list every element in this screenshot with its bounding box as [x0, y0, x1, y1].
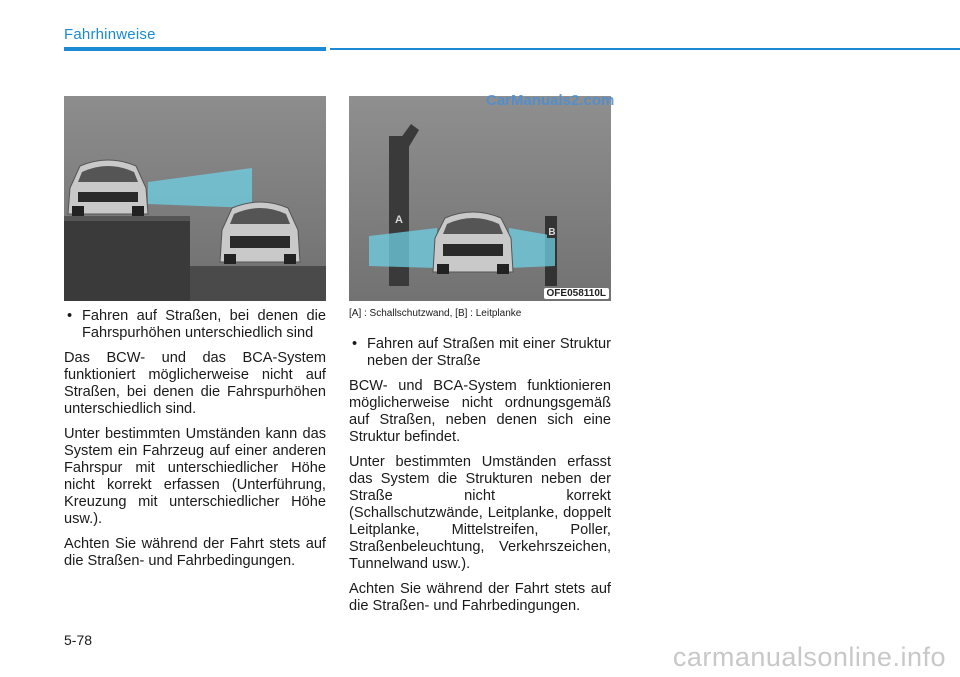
- roadside-structure-diagram: [349, 96, 611, 301]
- illustration-roadside-structure: [349, 96, 611, 301]
- lower-car-icon: [220, 202, 300, 264]
- paragraph: Das BCW- und das BCA-System funktioniert möglicherweise nicht auf Straßen, bei denen die Fahrspurhöhen unterschiedlich sind.: [64, 350, 326, 417]
- text-column-right: [349, 308, 611, 623]
- car-icon: [433, 212, 513, 274]
- paragraph: BCW- und BCA-System funktionieren möglicherweise nicht ordnungsgemäß auf Straßen, neben denen sich eine Struktur befindet.: [349, 378, 611, 445]
- paragraph: Unter bestimmten Umständen kann das System ein Fahrzeug auf einer anderen Fahrspur mit unterschiedlicher Höhe nicht korrekt erfassen (Unterführung, Kreuzung mit unterschiedlicher Höhe usw.).: [64, 426, 326, 527]
- figure-caption: [A] : Schallschutzwand, [B] : Leitplanke: [349, 308, 522, 319]
- illustration-different-lane-heights: [64, 96, 326, 301]
- sensor-beam: [148, 168, 252, 208]
- label-b: B: [548, 227, 556, 238]
- site-watermark: carmanualsonline.info: [672, 642, 946, 672]
- upper-level-block: [64, 216, 190, 301]
- bullet-item: • Fahren auf Straßen, bei denen die Fahrspurhöhen unterschiedlich sind: [67, 308, 326, 341]
- upper-car-icon: [68, 160, 148, 216]
- lower-level-road: [190, 266, 326, 301]
- watermark-carmanuals: CarManuals2.com: [486, 92, 615, 109]
- header-rule-thin: [330, 48, 960, 50]
- paragraph: Achten Sie während der Fahrt stets auf die Straßen- und Fahrbedingungen.: [349, 581, 611, 614]
- bullet-dot-icon: •: [352, 336, 358, 352]
- text-column-left: [64, 308, 326, 578]
- paragraph: Achten Sie während der Fahrt stets auf die Straßen- und Fahrbedingungen.: [64, 536, 326, 569]
- header-rule-thick: [64, 47, 326, 51]
- sensor-beam-left: [369, 228, 437, 268]
- page-number: 5-78: [64, 632, 93, 648]
- lane-height-diagram: [64, 96, 326, 301]
- bullet-dot-icon: •: [67, 308, 73, 324]
- bullet-item: • Fahren auf Straßen mit einer Struktur neben der Straße: [352, 336, 611, 369]
- paragraph: Unter bestimmten Umständen erfasst das System die Strukturen neben der Straße nicht korrekt (Schallschutzwände, Leitplanke, doppelt Leitplanke, Mittelstreifen, Poller, Straßenbeleuchtung, Verkehrszeichen, Tunnelwand usw.).: [349, 454, 611, 572]
- label-a: A: [395, 214, 403, 226]
- section-title: Fahrhinweise: [64, 26, 156, 43]
- figure-code: OFE058110L: [544, 288, 609, 299]
